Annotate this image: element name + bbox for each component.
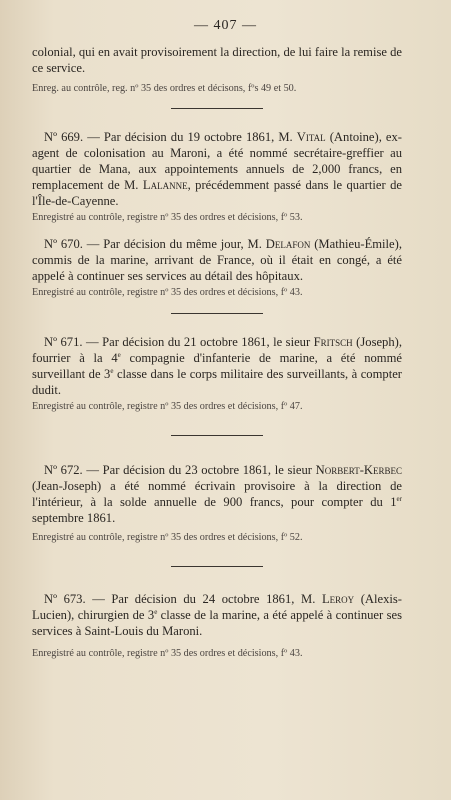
separator-rule: [171, 108, 263, 109]
entry-number: Nº 673.: [44, 592, 86, 606]
continuation-block: [32, 44, 402, 95]
entry-text: Nº 669. — Par décision du 19 octobre 1861, M. Vital (Antoine), ex-agent de colonisation au Maroni, a été nommé secrétaire-greffier au quartier de Mana, aux appointements annuels de 2,000 francs, en remplacement de M. Lalanne, précédemment passé dans le quartier de l'Île-de-Cayenne.: [32, 130, 402, 208]
entry-text: Nº 670. — Par décision du même jour, M. Delafon (Mathieu-Émile), commis de la marine, arrivant de France, où il était en congé, a été appelé à continuer ses services au détail des hôpitaux.: [32, 237, 402, 283]
entry-text: Nº 671. — Par décision du 21 octobre 1861, le sieur Fritsch (Joseph), fourrier à la 4e compagnie d'infanterie de marine, a été nommé surveillant de 3e classe dans le corps militaire des surveillants, à compter dudit.: [32, 335, 402, 397]
entry-registration: Enregistré au contrôle, registre nº 35 des ordres et décisions, fº 43.: [32, 287, 303, 298]
entry-number: Nº 672.: [44, 463, 83, 477]
continuation-text: colonial, qui en avait provisoirement la direction, de lui faire la remise de ce service.: [32, 45, 402, 75]
separator-rule: [171, 435, 263, 436]
entry-registration: Enregistré au contrôle, registre nº 35 des ordres et décisions, fº 52.: [32, 532, 303, 543]
page-number: — 407 —: [194, 18, 257, 33]
entry-671: [32, 334, 402, 413]
page-content: [32, 44, 402, 660]
continuation-registration: Enreg. au contrôle, reg. nº 35 des ordres et décisons, fºs 49 et 50.: [32, 83, 297, 94]
entry-number: Nº 671.: [44, 335, 83, 349]
entry-669: [32, 129, 402, 224]
entry-text: Nº 673. — Par décision du 24 octobre 1861, M. Leroy (Alexis-Lucien), chirurgien de 3e classe de la marine, a été appelé à continuer ses services à Saint-Louis du Maroni.: [32, 592, 402, 638]
entry-number: Nº 669.: [44, 130, 84, 144]
entry-number: Nº 670.: [44, 237, 83, 251]
entry-673: [32, 591, 402, 660]
person-name: Fritsch: [313, 335, 353, 349]
person-name: Leroy: [321, 592, 355, 606]
entry-text: Nº 672. — Par décision du 23 octobre 1861, le sieur Norbert-Kerbec (Jean-Joseph) a été nommé écrivain provisoire à la direction de l'intérieur, à la solde annuelle de 900 francs, pour compter du 1er septembre 1861.: [32, 463, 402, 525]
entry-registration: Enregistré au contrôle, registre nº 35 des ordres et décisions, fº 53.: [32, 212, 303, 223]
person-name: Delafon: [265, 237, 311, 251]
person-name: Lalanne: [142, 178, 188, 192]
entry-registration: Enregistré au contrôle, registre nº 35 des ordres et décisions, fº 47.: [32, 401, 303, 412]
person-name: Vital: [296, 130, 326, 144]
separator-rule: [171, 313, 263, 314]
entry-670: [32, 236, 402, 299]
entry-672: [32, 462, 402, 544]
separator-rule: [171, 566, 263, 567]
entry-registration: Enregistré au contrôle, registre nº 35 des ordres et décisions, fº 43.: [32, 648, 303, 659]
person-name: Norbert-Kerbec: [315, 463, 402, 477]
